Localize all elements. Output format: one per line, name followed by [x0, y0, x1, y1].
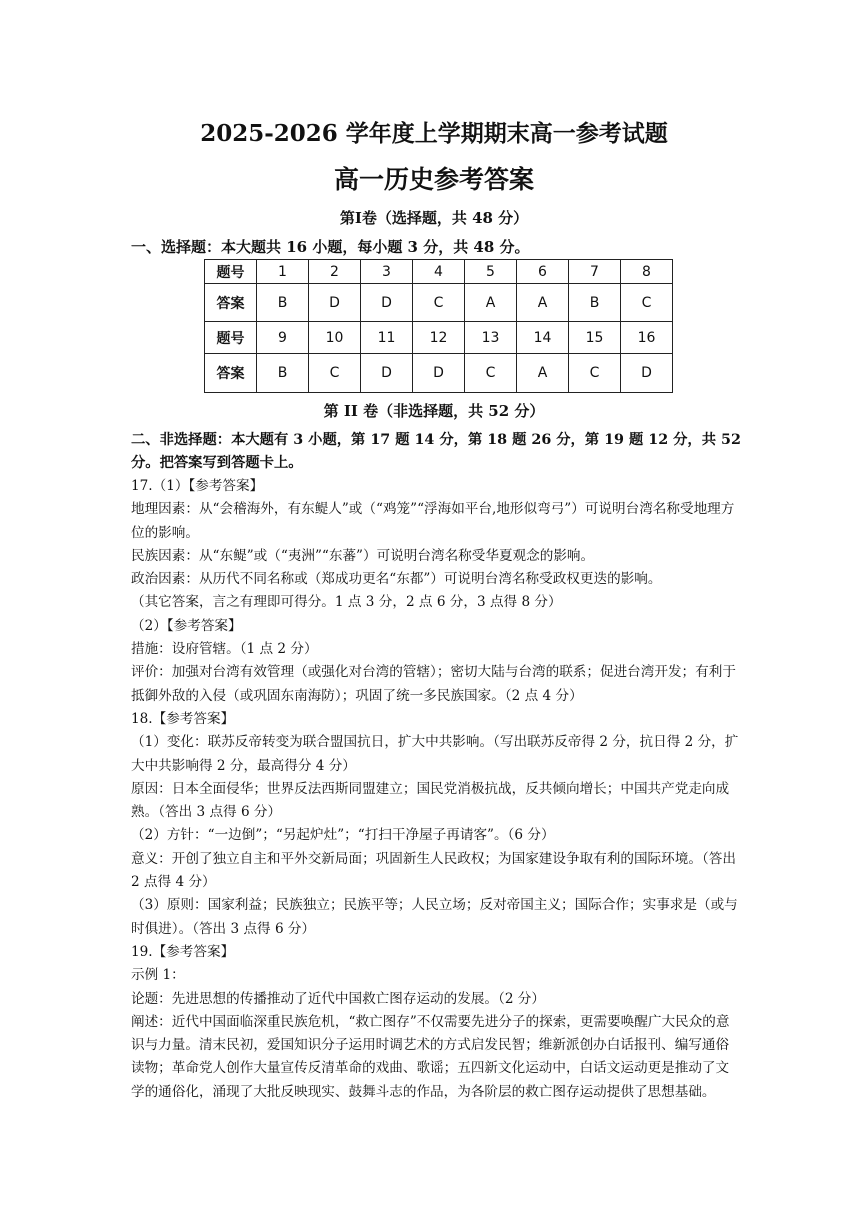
q18-header: 18.【参考答案】 [131, 710, 235, 727]
question-number: 8 [621, 260, 673, 284]
answer-line: 政治因素：从历代不同名称或（郑成功更名“东都”）可说明台湾名称受政权更迭的影响。 [131, 571, 662, 588]
question-number: 12 [413, 322, 465, 354]
row-label-answer: 答案 [205, 284, 257, 322]
question-number: 7 [569, 260, 621, 284]
answer-line: 民族因素：从“东鳀”或（“夷洲”“东蕃”）可说明台湾名称受华夏观念的影响。 [131, 547, 595, 564]
answer-cell: A [517, 284, 569, 322]
table-row [205, 260, 673, 284]
answer-cell: B [257, 354, 309, 393]
table-row [205, 322, 673, 354]
answer-line: （2）方针：“一边倒”；“另起炉灶”；“打扫干净屋子再请客”。（6 分） [131, 827, 555, 844]
part1-heading: 第Ⅰ卷（选择题，共 48 分） [339, 209, 529, 227]
answer-line: 措施：设府管辖。（1 点 2 分） [131, 641, 318, 658]
table-row [205, 284, 673, 322]
answer-cell: B [569, 284, 621, 322]
answer-cell: A [465, 284, 517, 322]
answer-line: 评价：加强对台湾有效管理（或强化对台湾的管辖）；密切大陆与台湾的联系；促进台湾开发；有利于抵御外敌的入侵（或巩固东南海防）；巩固了统一多民族国家。（2 点 4 分） [131, 664, 736, 704]
answer-cell: A [517, 354, 569, 393]
answer-key-table [204, 259, 673, 393]
answer-line: 意义：开创了独立自主和平外交新局面；巩固新生人民政权；为国家建设争取有利的国际环境。（答出 2 点得 4 分） [131, 850, 736, 891]
answer-line: （3）原则：国家利益；民族独立；民族平等；人民立场；反对帝国主义；国际合作；实事求是（或与时俱进）。（答出 3 点得 6 分） [131, 897, 738, 937]
q17-1-header: 17.（1）【参考答案】 [131, 478, 264, 494]
question-number: 11 [361, 322, 413, 354]
row-label-question: 题号 [205, 260, 257, 284]
answer-line: 地理因素：从“会稽海外，有东鳀人”或（“鸡笼”“浮海如平台,地形似弯弓”）可说明台湾名称受地理方位的影响。 [131, 501, 735, 541]
exam-title: 2025-2026 学年度上学期期末高一参考试题 [200, 120, 668, 147]
answer-cell: C [309, 354, 361, 393]
document-subtitle: 高一历史参考答案 [333, 165, 534, 194]
answer-cell: D [361, 354, 413, 393]
answer-cell: D [361, 284, 413, 322]
question-number: 13 [465, 322, 517, 354]
answer-cell: B [257, 284, 309, 322]
row-label-answer: 答案 [205, 354, 257, 393]
q17-2-header: （2）【参考答案】 [131, 617, 242, 634]
answer-cell: C [465, 354, 517, 393]
question-number: 9 [257, 322, 309, 354]
answer-line: （1）变化：联苏反帝转变为联合盟国抗日，扩大中共影响。（写出联苏反帝得 2 分，抗日得 2 分，扩大中共影响得 2 分，最高得分 4 分） [131, 734, 739, 774]
q19-header: 19.【参考答案】 [131, 943, 235, 960]
question-number: 14 [517, 322, 569, 354]
table-row [205, 354, 673, 393]
answer-cell: D [621, 354, 673, 393]
answer-cell: C [569, 354, 621, 393]
question-number: 15 [569, 322, 621, 354]
answer-cell: D [309, 284, 361, 322]
part2-heading: 第 II 卷（非选择题，共 52 分） [323, 402, 545, 420]
answer-body [131, 475, 741, 1104]
example-label: 示例 1： [131, 967, 185, 984]
question-number: 6 [517, 260, 569, 284]
answer-cell: D [413, 354, 465, 393]
question-number: 2 [309, 260, 361, 284]
answer-line: 论题：先进思想的传播推动了近代中国救亡图存运动的发展。（2 分） [131, 990, 545, 1007]
answer-cell: C [621, 284, 673, 322]
section2-instruction: 二、非选择题：本大题有 3 小题，第 17 题 14 分，第 18 题 26 分，第 19 题 12 分，共 52 分。把答案写到答题卡上。 [131, 432, 741, 471]
section1-instruction: 一、选择题：本大题共 16 小题，每小题 3 分，共 48 分。 [131, 238, 530, 256]
question-number: 3 [361, 260, 413, 284]
answer-cell: C [413, 284, 465, 322]
question-number: 1 [257, 260, 309, 284]
answer-line: 原因：日本全面侵华；世界反法西斯同盟建立；国民党消极抗战，反共倾向增长；中国共产党走向成熟。（答出 3 点得 6 分） [131, 780, 730, 821]
question-number: 10 [309, 322, 361, 354]
answer-line: 阐述：近代中国面临深重民族危机，“救亡图存”不仅需要先进分子的探索，更需要唤醒广大民众的意识与力量。清末民初，爱国知识分子运用时调艺术的方式启发民智；维新派创办白话报刊、编写通俗读物；革命党人创作大量宣传反清革命的戏曲、歌谣；五四新文化运动中，白话文运动更是推动了文学的通俗化，涌现了大批反映现实、鼓舞斗志的作品，为各阶层的救亡图存运动提供了思想基础。 [131, 1013, 730, 1100]
question-number: 16 [621, 322, 673, 354]
row-label-question: 题号 [205, 322, 257, 354]
question-number: 4 [413, 260, 465, 284]
question-number: 5 [465, 260, 517, 284]
scoring-note: （其它答案，言之有理即可得分。1 点 3 分，2 点 6 分，3 点得 8 分） [131, 594, 562, 611]
